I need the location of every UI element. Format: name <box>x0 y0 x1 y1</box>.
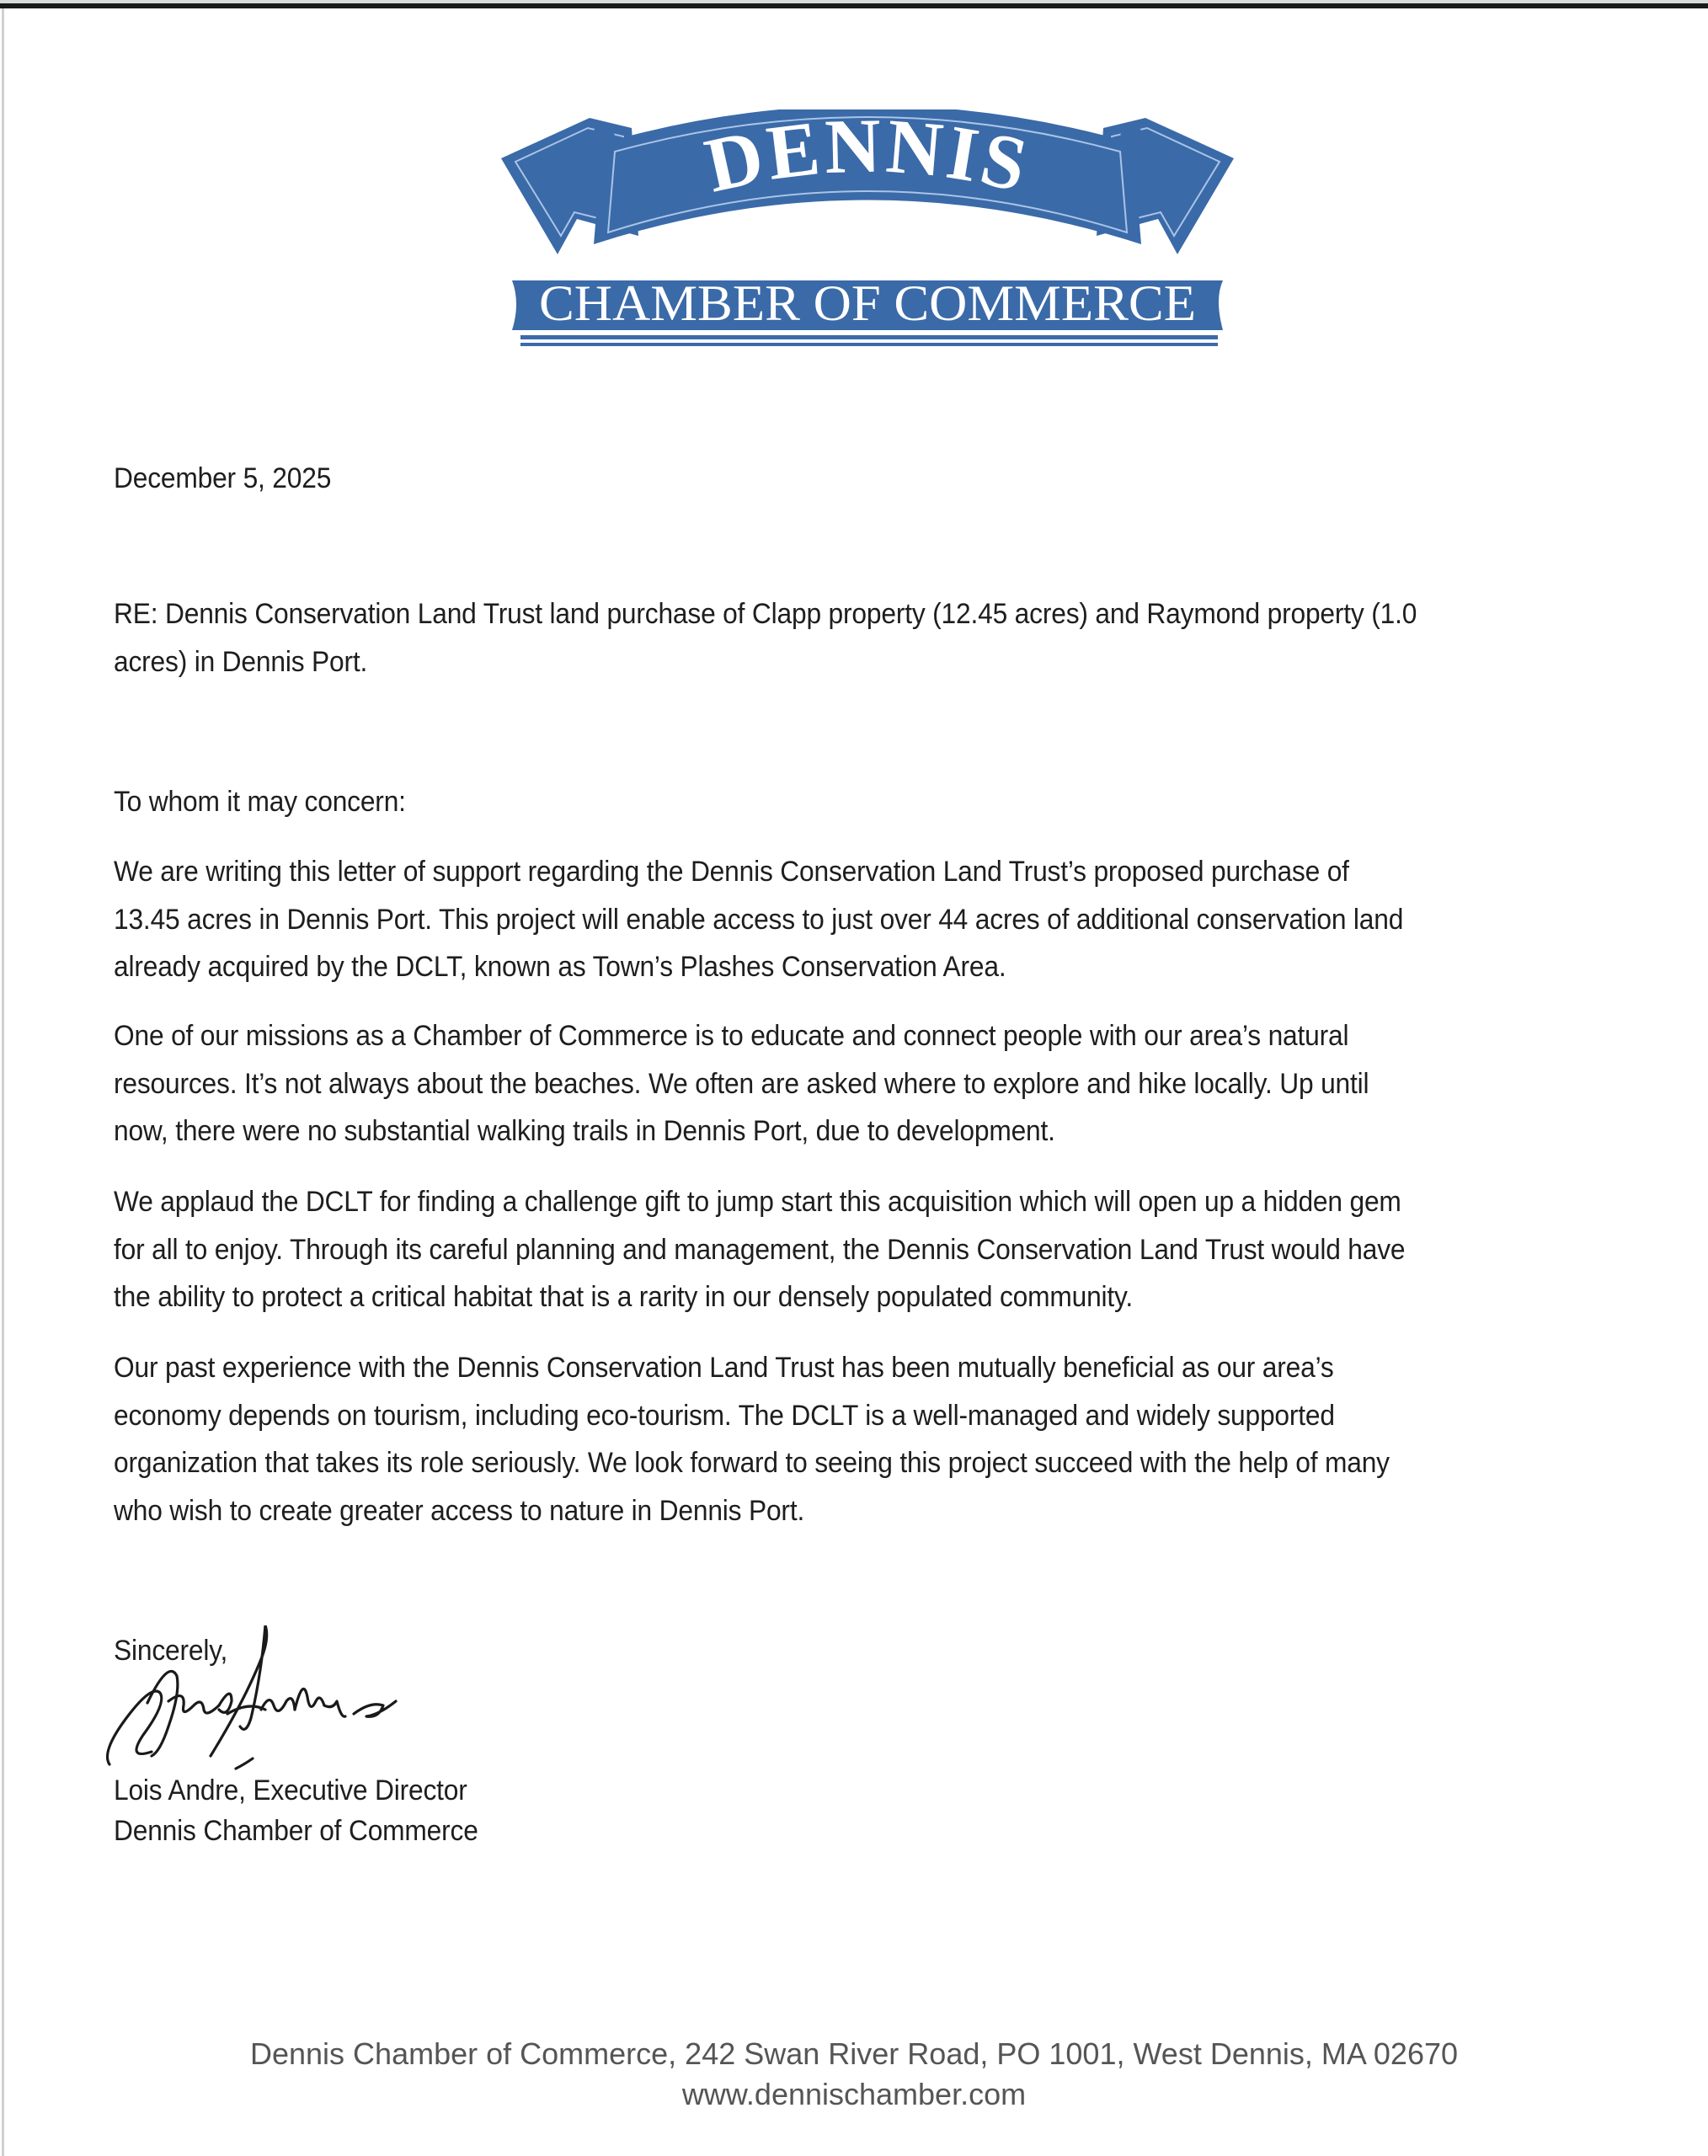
salutation: To whom it may concern: <box>114 786 406 818</box>
paragraph-line: the ability to protect a critical habitat that is a rarity in our densely populated community. <box>114 1281 1134 1313</box>
paragraph-line: economy depends on tourism, including eco-tourism. The DCLT is a well-managed and widely supported <box>114 1399 1335 1432</box>
footer-address: Dennis Chamber of Commerce, 242 Swan River Road, PO 1001, West Dennis, MA 02670 <box>249 2036 1459 2071</box>
paragraph-line: organization that takes its role seriously. We look forward to seeing this project succeed with the help of many <box>114 1447 1390 1479</box>
logo-subtitle: CHAMBER OF COMMERCE <box>539 275 1196 331</box>
body-paragraph-4 <box>114 1344 1632 1534</box>
logo-title: DENNIS <box>697 109 1038 209</box>
body-paragraph-2 <box>114 1012 1632 1155</box>
closing: Sincerely, <box>114 1635 228 1667</box>
signer-name-title: Lois Andre, Executive Director <box>114 1774 467 1806</box>
subject-line <box>114 590 1632 686</box>
paragraph-line: One of our missions as a Chamber of Commerce is to educate and connect people with our area’s natural <box>114 1020 1349 1052</box>
paragraph-line: 13.45 acres in Dennis Port. This project will enable access to just over 44 acres of additional conservation land <box>114 903 1404 936</box>
letter-date: December 5, 2025 <box>114 462 332 494</box>
signature <box>93 1625 446 1785</box>
paragraph-line: resources. It’s not always about the beaches. We often are asked where to explore and hike locally. Up until <box>114 1067 1369 1100</box>
paragraph-line: for all to enjoy. Through its careful planning and management, the Dennis Conservation Land Trust would have <box>114 1233 1406 1266</box>
paragraph-line: already acquired by the DCLT, known as Town’s Plashes Conservation Area. <box>114 951 1006 983</box>
subject-line-2: acres) in Dennis Port. <box>114 645 368 678</box>
subject-line-1: RE: Dennis Conservation Land Trust land purchase of Clapp property (12.45 acres) and Raymond property (1.0 <box>114 598 1417 630</box>
body-paragraph-1 <box>114 848 1632 991</box>
footer-website-link[interactable]: www.dennischamber.com <box>681 2077 1027 2111</box>
paragraph-line: Our past experience with the Dennis Conservation Land Trust has been mutually beneficial as our area’s <box>114 1352 1334 1384</box>
scan-edge-left <box>2 8 4 2156</box>
paragraph-line: We applaud the DCLT for finding a challenge gift to jump start this acquisition which will open up a hidden gem <box>114 1186 1401 1218</box>
scan-edge-top <box>0 3 1708 8</box>
paragraph-line: now, there were no substantial walking trails in Dennis Port, due to development. <box>114 1115 1055 1147</box>
paragraph-line: We are writing this letter of support regarding the Dennis Conservation Land Trust’s proposed purchase of <box>114 856 1349 888</box>
dennis-chamber-logo <box>497 109 1238 354</box>
body-paragraph-3 <box>114 1178 1632 1321</box>
paragraph-line: who wish to create greater access to nature in Dennis Port. <box>114 1494 805 1527</box>
signer-organization: Dennis Chamber of Commerce <box>114 1815 478 1847</box>
